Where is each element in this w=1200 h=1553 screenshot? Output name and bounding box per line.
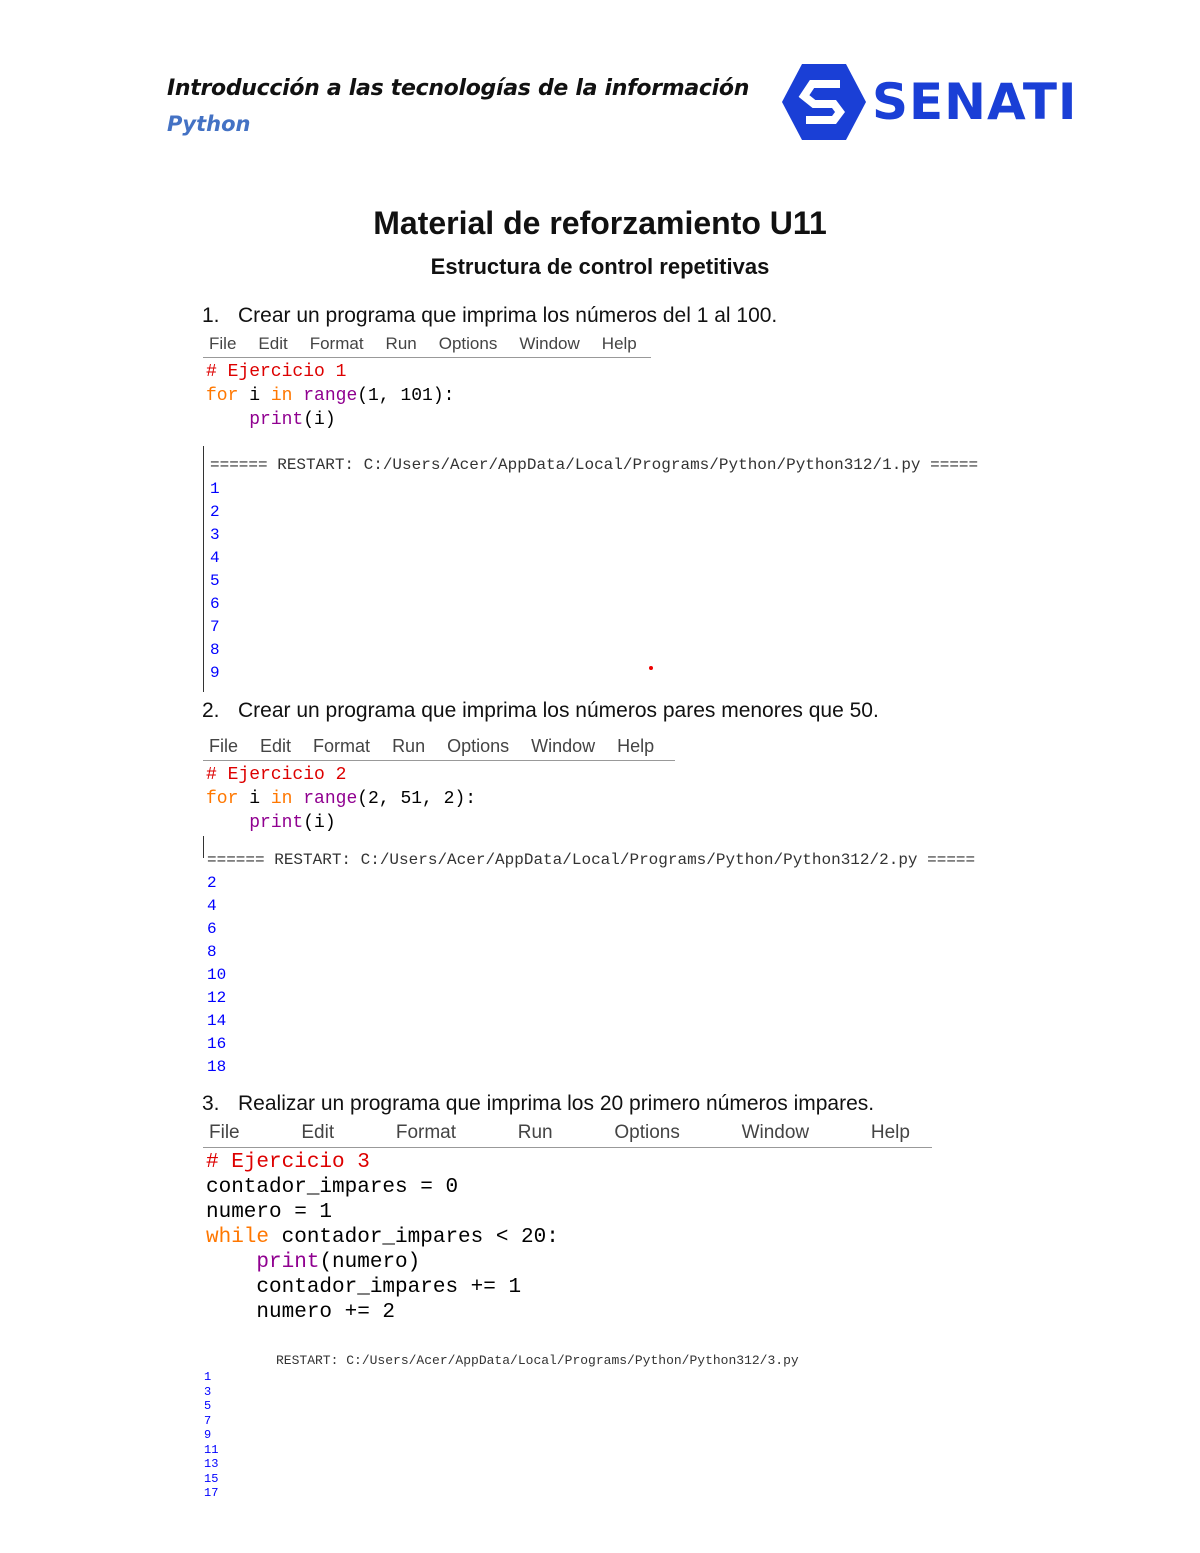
menu-item-file[interactable]: File <box>209 334 237 353</box>
document-subtitle: Estructura de control repetitivas <box>430 254 770 279</box>
course-title: Introducción a las tecnologías de la información <box>167 76 750 101</box>
code-token: (i) <box>303 410 336 430</box>
menu-item-help[interactable]: Help <box>601 334 637 353</box>
code-token: in <box>270 789 293 809</box>
shell-restart-line: ====== RESTART: C:/Users/Acer/AppData/Local/Programs/Python/Python312/1.py ===== <box>210 456 979 474</box>
output-line: 7 <box>204 1413 212 1428</box>
code-token: range <box>303 789 358 809</box>
menu-item-options[interactable]: Options <box>438 334 498 353</box>
output-line: 2 <box>210 503 220 521</box>
code-token: range <box>303 386 358 406</box>
exercise-number: 3. <box>202 1092 220 1115</box>
code-token <box>206 410 249 430</box>
code-token <box>292 789 303 809</box>
idle-menu-bar <box>203 1122 932 1148</box>
menu-item-run[interactable]: Run <box>392 736 426 756</box>
output-line: 6 <box>210 595 220 613</box>
output-line: 9 <box>204 1428 212 1442</box>
code-line <box>206 1150 559 1175</box>
code-line <box>206 811 476 835</box>
code-line <box>206 1225 559 1250</box>
code-token: contador_impares < 20: <box>269 1226 559 1249</box>
output-line: 5 <box>210 572 220 590</box>
code-line <box>206 1250 559 1275</box>
code-editor[interactable] <box>206 360 454 432</box>
code-token: print <box>249 813 304 833</box>
senati-logo-icon <box>782 64 866 140</box>
output-line: 15 <box>204 1471 219 1486</box>
code-token: (1, 101): <box>357 386 455 406</box>
output-line: 7 <box>210 618 220 636</box>
code-token: i <box>238 386 271 406</box>
code-token: # Ejercicio 3 <box>206 1151 370 1174</box>
menu-item-options[interactable]: Options <box>447 736 510 756</box>
code-token: for <box>206 789 239 809</box>
shell-output <box>204 1370 218 1501</box>
shell-border <box>203 836 205 858</box>
code-line <box>206 1275 559 1300</box>
menu-item-file[interactable]: File <box>209 736 239 756</box>
code-line <box>206 787 476 811</box>
code-line <box>206 384 454 408</box>
exercise-text: Crear un programa que imprima los números pares menores que 50. <box>238 699 879 722</box>
menu-item-run[interactable]: Run <box>517 1122 553 1143</box>
menu-item-options[interactable]: Options <box>614 1122 680 1143</box>
code-token: i <box>238 789 271 809</box>
output-line: 11 <box>204 1442 219 1457</box>
code-token: for <box>206 386 239 406</box>
output-line: 12 <box>207 989 227 1007</box>
shell-border <box>203 446 205 692</box>
code-editor[interactable] <box>206 1150 559 1325</box>
output-line: 16 <box>207 1035 227 1053</box>
code-token <box>206 813 249 833</box>
code-token: # Ejercicio 2 <box>206 765 347 785</box>
output-line: 13 <box>204 1457 219 1471</box>
exercise-text: Realizar un programa que imprima los 20 primero números impares. <box>238 1092 875 1115</box>
shell-restart-line: ====== RESTART: C:/Users/Acer/AppData/Local/Programs/Python/Python312/2.py ===== <box>207 851 976 869</box>
exercise-prompt <box>202 1092 874 1116</box>
output-line: 9 <box>210 664 220 682</box>
output-line: 1 <box>204 1370 212 1384</box>
code-editor[interactable] <box>206 763 476 835</box>
code-token: contador_impares = 0 <box>206 1176 459 1199</box>
exercise-number: 1. <box>202 304 220 327</box>
idle-menu-bar <box>203 334 651 358</box>
code-line <box>206 360 454 384</box>
menu-item-help[interactable]: Help <box>870 1122 910 1143</box>
code-token: numero = 1 <box>206 1201 333 1224</box>
logo-text: SENATI <box>872 73 1078 131</box>
menu-item-help[interactable]: Help <box>617 736 655 756</box>
exercise-number: 2. <box>202 699 220 722</box>
code-token <box>292 386 303 406</box>
menu-item-run[interactable]: Run <box>385 334 417 353</box>
shell-restart-line: RESTART: C:/Users/Acer/AppData/Local/Programs/Python/Python312/3.py <box>276 1353 799 1368</box>
output-line: 3 <box>210 526 220 544</box>
menu-item-format[interactable]: Format <box>395 1122 457 1143</box>
course-subject: Python <box>167 112 251 136</box>
output-line: 17 <box>204 1486 219 1500</box>
code-token: (2, 51, 2): <box>357 789 477 809</box>
code-token: contador_impares += 1 <box>206 1276 522 1299</box>
output-line: 3 <box>204 1384 212 1399</box>
output-line: 8 <box>207 943 217 961</box>
menu-item-edit[interactable]: Edit <box>301 1122 335 1143</box>
code-token: print <box>256 1251 320 1274</box>
menu-item-window[interactable]: Window <box>531 736 596 756</box>
code-line <box>206 1200 559 1225</box>
output-line: 4 <box>210 549 220 567</box>
output-line: 14 <box>207 1012 227 1030</box>
menu-item-edit[interactable]: Edit <box>260 736 292 756</box>
output-line: 6 <box>207 920 217 938</box>
output-line: 10 <box>207 966 227 984</box>
shell-output <box>210 478 220 685</box>
code-token: numero += 2 <box>206 1301 396 1324</box>
exercise-prompt <box>202 699 879 723</box>
idle-menu-bar <box>203 736 675 761</box>
output-line: 4 <box>207 897 217 915</box>
code-token <box>206 1251 256 1274</box>
code-line <box>206 1300 559 1325</box>
code-token: (i) <box>303 813 336 833</box>
menu-item-window[interactable]: Window <box>741 1122 810 1143</box>
output-line: 5 <box>204 1399 212 1413</box>
senati-logo <box>782 64 1078 140</box>
output-line: 1 <box>210 480 220 498</box>
exercise-prompt <box>202 304 777 328</box>
red-dot-mark <box>649 666 653 670</box>
menu-item-file[interactable]: File <box>209 1122 240 1143</box>
menu-item-window[interactable]: Window <box>519 334 580 353</box>
output-line: 2 <box>207 874 217 892</box>
code-token: # Ejercicio 1 <box>206 362 347 382</box>
output-line: 18 <box>207 1058 227 1076</box>
menu-item-format[interactable]: Format <box>309 334 364 353</box>
code-token: print <box>249 410 304 430</box>
code-line <box>206 763 476 787</box>
document-title: Material de reforzamiento U11 <box>373 205 827 241</box>
output-line: 8 <box>210 641 220 659</box>
code-token: while <box>206 1226 270 1249</box>
menu-item-edit[interactable]: Edit <box>258 334 288 353</box>
code-line <box>206 408 454 432</box>
code-line <box>206 1175 559 1200</box>
shell-output <box>207 872 226 1079</box>
code-token: (numero) <box>319 1251 421 1274</box>
menu-item-format[interactable]: Format <box>313 736 371 756</box>
code-token: in <box>270 386 293 406</box>
exercise-text: Crear un programa que imprima los números del 1 al 100. <box>238 304 778 327</box>
